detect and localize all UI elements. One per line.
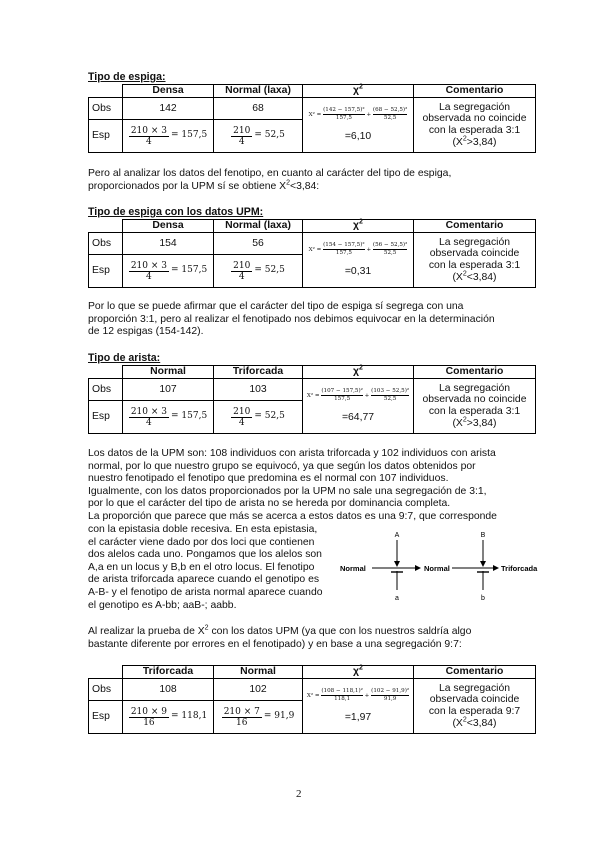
expected-value: $\frac{210 \times 7}{16}$ = 91,9 [214,701,303,734]
obs-value: 107 [123,379,214,401]
header-chi-square: $\chi^2$ [303,85,414,98]
chi-square-value: =6,10 [344,131,372,143]
chi-square-cell [303,98,414,153]
chi-square-formula: X² = $\frac{\text{(142 − 157,5)²}}{157,5}$ + $\frac{\text{(68 − 52,5)²}}{52,5}$ [308,107,408,122]
expected-value: $\frac{210 \times 9}{16}$ = 118,1 [123,701,214,734]
epistasis-pathway-diagram [340,528,540,610]
row-label-obs: Obs [89,98,123,120]
header-comentario: Comentario [414,366,536,379]
paragraph-prueba-9-7: Al realizar la prueba de $X^2$ con los datos UPM (ya que con los nuestros saldría algo bastante diferente por errores en el fenotipado) y en base a una segregación 9:7: [88,624,472,650]
table-corner [89,366,123,379]
header-normal-laxa: Normal (laxa) [214,220,303,233]
expected-value: $\frac{210 \times 3}{4}$ = 157,5 [123,401,214,434]
label-triforcada: Triforcada [501,564,538,573]
header-chi-square: $\chi^2$ [303,366,414,379]
section-title-tipo-espiga-upm: Tipo de espiga con los datos UPM: [88,206,264,218]
paragraph-datos-upm: Los datos de la UPM son: 108 individuos con arista triforcada y 102 individuos con arista normal, por lo que nuestro grupo se equivocó, ya que según los datos obtenidos por nuestro fenotipado el fenotipo que predomina es el normal con 107 individuos. Igualmente, con los datos proporcionados por la UPM no sale una segregación de 3:1, por lo que el carácter del tipo de arista no se hereda por dominancia completa. La proporción que parece que más se acerca a estos datos es una 9:7, que corresponde [88,448,497,522]
label-a: a [395,595,399,602]
label-A: A [394,532,400,539]
chi-square-cell [303,233,414,288]
chi-table-tipo-espiga [88,84,536,153]
header-normal-laxa: Normal (laxa) [214,85,303,98]
obs-value: 154 [123,233,214,255]
chi-table-arista-9-7 [88,665,536,734]
expected-value: $\frac{210 \times 3}{4}$ = 157,5 [123,255,214,288]
chi-square-cell [303,379,414,434]
row-label-esp: Esp [89,401,123,434]
expected-value: $\frac{210}{4}$ = 52,5 [214,255,303,288]
header-comentario: Comentario [414,666,536,679]
expected-value: $\frac{210}{4}$ = 52,5 [214,120,303,153]
table-corner [89,85,123,98]
page-number: 2 [296,788,302,800]
paragraph-epistasia: con la epistasia doble recesiva. En esta epistasia, el carácter viene dado por dos loci que contienen dos alelos cada uno. Pongamos que los alelos son A,a en un locus y B,b en el otro locus. El fenotipo de arista triforcada aparece cuando el genotipo es A-B- y el fenotipo de arista normal aparece cuando el genotipo es A-bb; aaB-; aabb. [88,524,323,611]
label-normal-middle: Normal [424,564,450,573]
chi-square-formula: X² = $\frac{\text{(107 − 157,5)²}}{157,5}$ + $\frac{\text{(103 − 52,5)²}}{52,5}$ [306,388,410,403]
section-title-tipo-espiga: Tipo de espiga: [88,71,166,83]
obs-value: 108 [123,679,214,701]
obs-value: 142 [123,98,214,120]
header-triforcada: Triforcada [214,366,303,379]
header-chi-square: $\chi^2$ [303,666,414,679]
obs-value: 103 [214,379,303,401]
header-densa: Densa [123,85,214,98]
comment-cell: La segregación observada coincide con la esperada 3:1 $(X^2<3,84)$ [414,233,536,288]
comment-cell: La segregación observada coincide con la esperada 9:7 $(X^2<3,84)$ [414,679,536,734]
row-label-esp: Esp [89,120,123,153]
header-comentario: Comentario [414,85,536,98]
header-densa: Densa [123,220,214,233]
chi-square-cell [303,679,414,734]
paragraph-analisis: Pero al analizar los datos del fenotipo, en cuanto al carácter del tipo de espiga, proporcionados por la UPM sí se obtiene $X^2<3,84$: [88,168,452,192]
label-b: b [481,595,485,602]
header-chi-square: $\chi^2$ [303,220,414,233]
row-label-obs: Obs [89,233,123,255]
chi-square-value: =0,31 [344,266,372,278]
comment-cell: La segregación observada no coincide con la esperada 3:1 $(X^2>3,84)$ [414,98,536,153]
row-label-obs: Obs [89,379,123,401]
paragraph-conclusion-espiga: Por lo que se puede afirmar que el carácter del tipo de espiga sí segrega con una proporción 3:1, pero al realizar el fenotipado nos debimos equivocar en la determinación de 12 espigas (154-142). [88,301,495,338]
table-corner [89,220,123,233]
chi-table-tipo-arista [88,365,536,434]
obs-value: 56 [214,233,303,255]
chi-square-formula: X² = $\frac{\text{(154 − 157,5)²}}{157,5}$ + $\frac{\text{(56 − 52,5)²}}{52,5}$ [308,242,408,257]
expected-value: $\frac{210 \times 3}{4}$ = 157,5 [123,120,214,153]
table-corner [89,666,123,679]
header-normal: Normal [123,366,214,379]
expected-value: $\frac{210}{4}$ = 52,5 [214,401,303,434]
chi-square-value: =64,77 [341,412,375,424]
chi-square-value: =1,97 [344,712,372,724]
header-comentario: Comentario [414,220,536,233]
chi-square-formula: X² = $\frac{\text{(108 − 118,1)²}}{118,1}$ + $\frac{\text{(102 − 91,9)²}}{91,9}$ [306,688,410,703]
row-label-esp: Esp [89,701,123,734]
row-label-obs: Obs [89,679,123,701]
header-triforcada: Triforcada [123,666,214,679]
row-label-esp: Esp [89,255,123,288]
section-title-tipo-arista: Tipo de arista: [88,352,161,364]
label-normal-start: Normal [340,564,366,573]
header-normal: Normal [214,666,303,679]
comment-cell: La segregación observada no coincide con la esperada 3:1 $(X^2>3,84)$ [414,379,536,434]
obs-value: 102 [214,679,303,701]
chi-table-tipo-espiga-upm [88,219,536,288]
obs-value: 68 [214,98,303,120]
label-B: B [480,532,486,539]
